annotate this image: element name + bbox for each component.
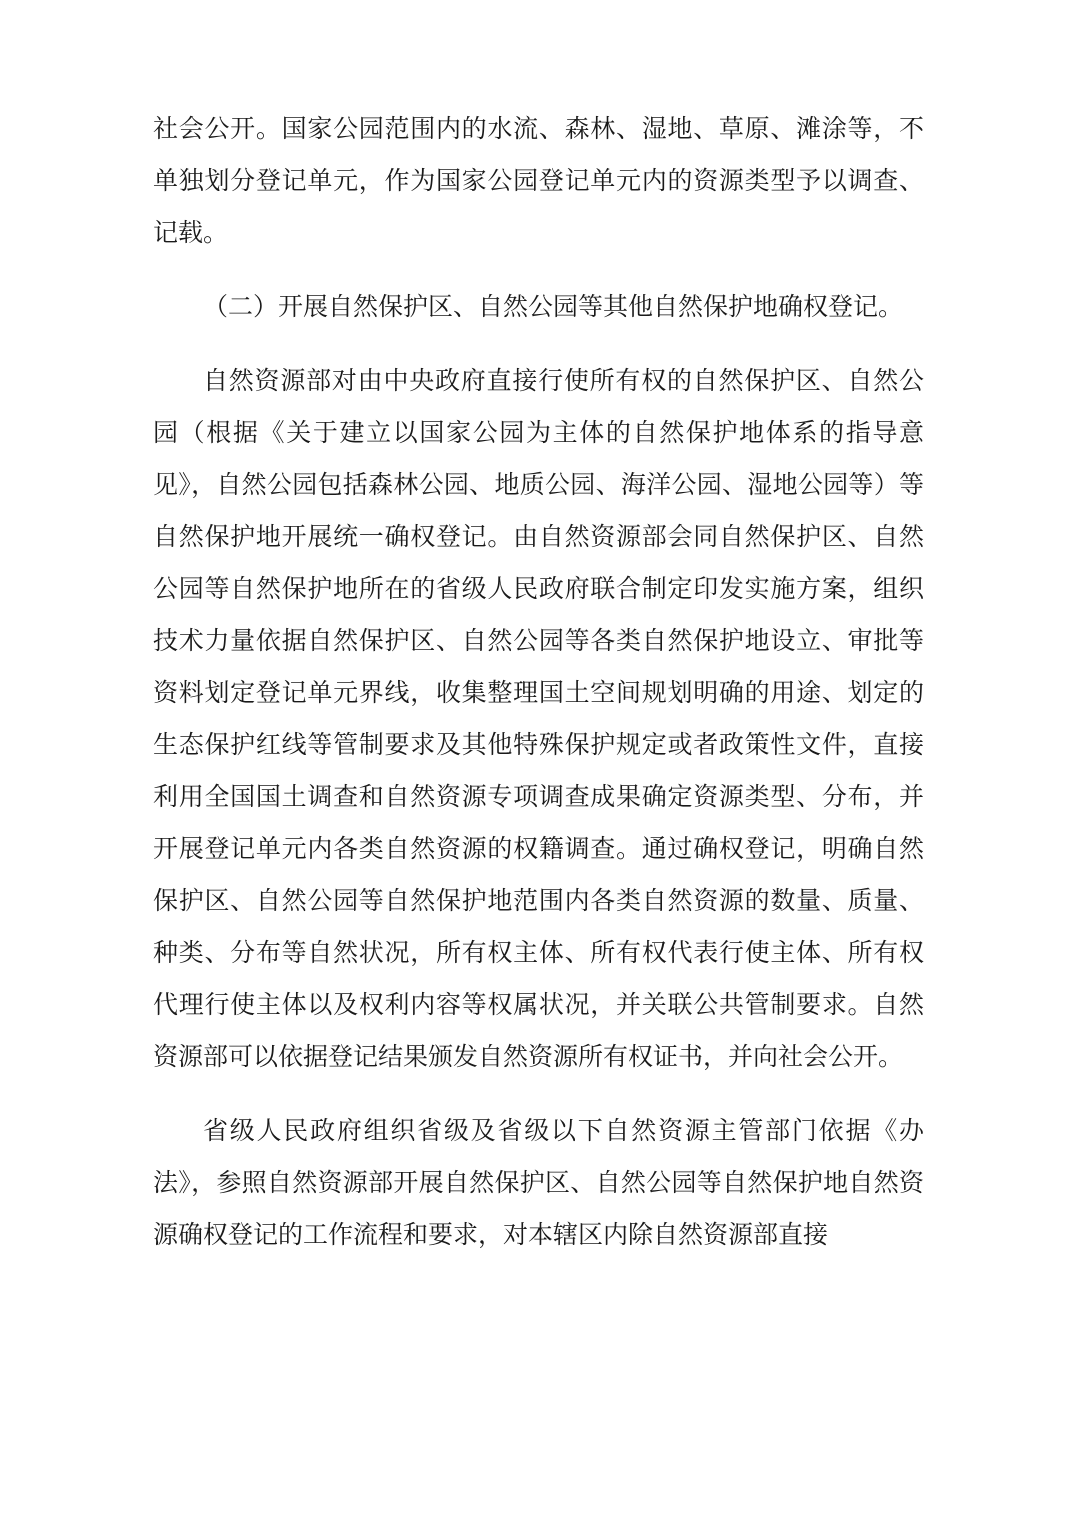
paragraph-gap [153, 1083, 924, 1105]
section-heading: （二）开展自然保护区、自然公园等其他自然保护地确权登记。 [203, 292, 904, 321]
document-page [153, 103, 924, 1261]
paragraph-continued: 社会公开。国家公园范围内的水流、森林、湿地、草原、滩涂等，不单独划分登记单元，作为国家公园登记单元内的资源类型予以调查、记载。 [153, 114, 924, 247]
paragraph-gap [153, 333, 924, 355]
paragraph-gap [153, 259, 924, 281]
paragraph-body: 自然资源部对由中央政府直接行使所有权的自然保护区、自然公园（根据《关于建立以国家公园为主体的自然保护地体系的指导意见》，自然公园包括森林公园、地质公园、海洋公园、湿地公园等）等自然保护地开展统一确权登记。由自然资源部会同自然保护区、自然公园等自然保护地所在的省级人民政府联合制定印发实施方案，组织技术力量依据自然保护区、自然公园等各类自然保护地设立、审批等资料划定登记单元界线，收集整理国土空间规划明确的用途、划定的生态保护红线等管制要求及其他特殊保护规定或者政策性文件，直接利用全国国土调查和自然资源专项调查成果确定资源类型、分布，并开展登记单元内各类自然资源的权籍调查。通过确权登记，明确自然保护区、自然公园等自然保护地范围内各类自然资源的数量、质量、种类、分布等自然状况，所有权主体、所有权代表行使主体、所有权代理行使主体以及权利内容等权属状况，并关联公共管制要求。自然资源部可以依据登记结果颁发自然资源所有权证书，并向社会公开。 [153, 366, 924, 1071]
paragraph-body: 省级人民政府组织省级及省级以下自然资源主管部门依据《办法》，参照自然资源部开展自然保护区、自然公园等自然保护地自然资源确权登记的工作流程和要求，对本辖区内除自然资源部直接 [153, 1116, 924, 1249]
